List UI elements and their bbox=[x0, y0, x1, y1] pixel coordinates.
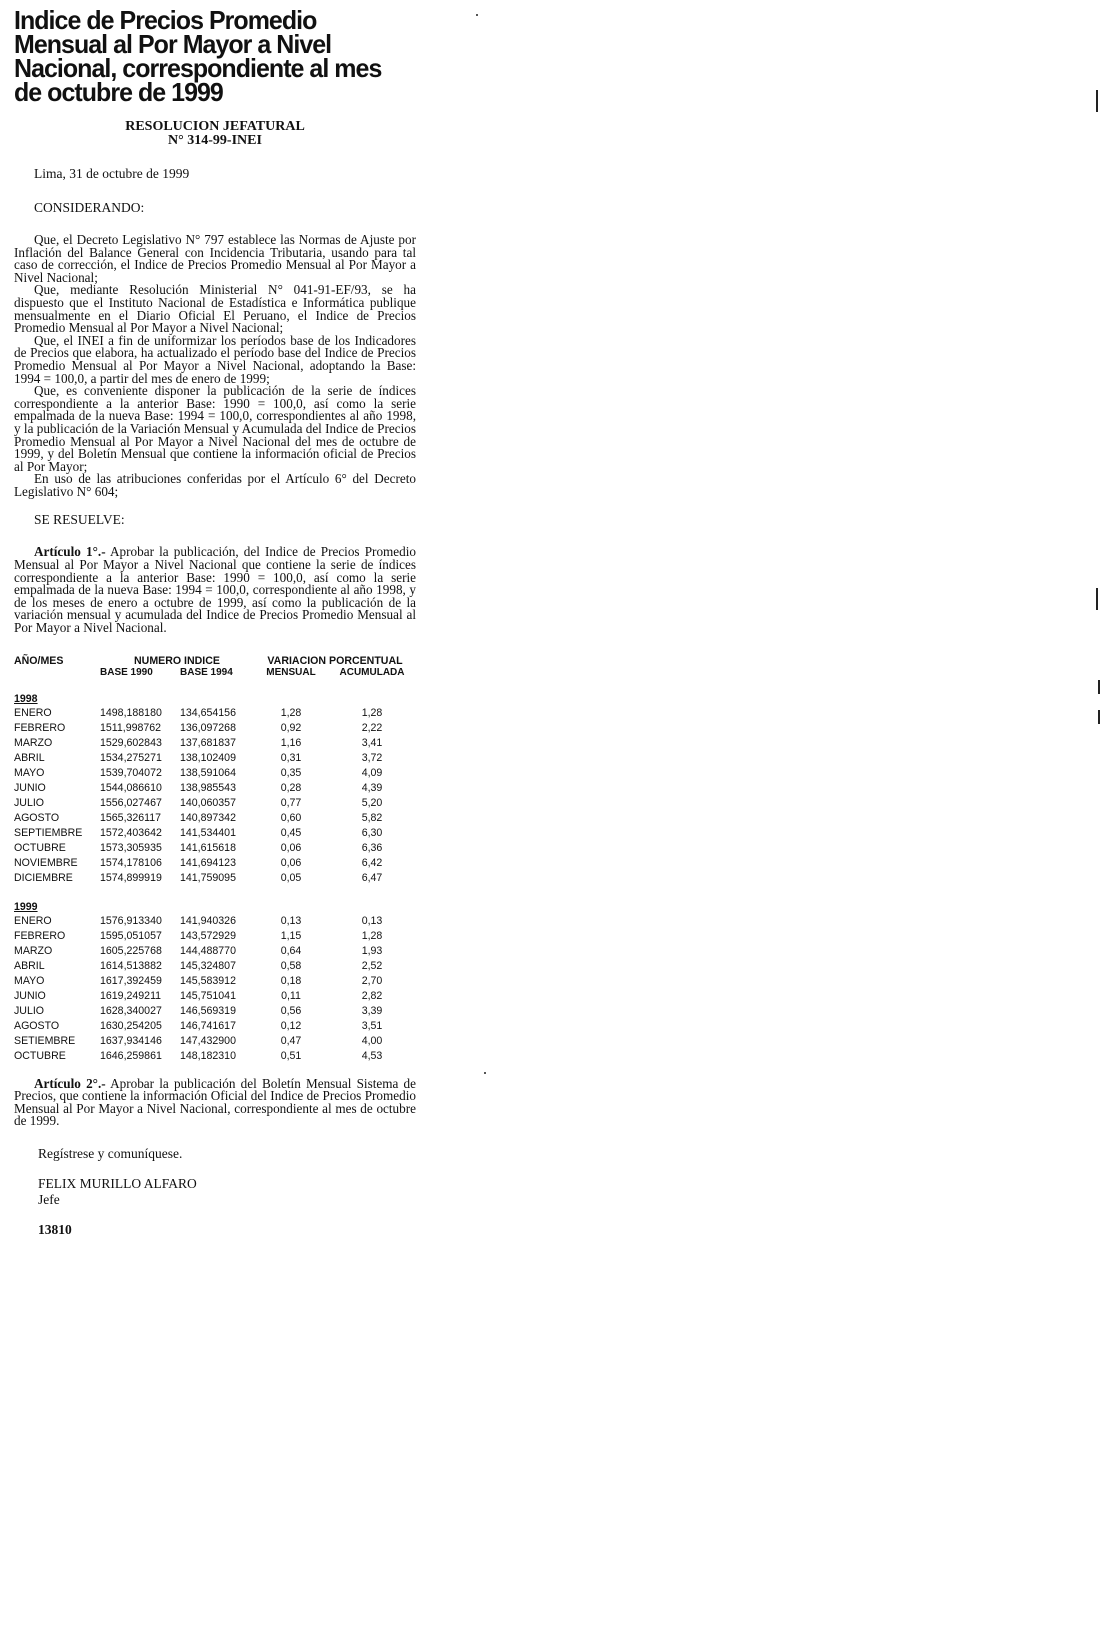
table-row bbox=[14, 706, 416, 721]
resolution-number: N° 314-99-INEI bbox=[168, 133, 262, 148]
monthly-variation-cell: 0,31 bbox=[280, 751, 302, 764]
index-base-1990-cell: 1595,051057 bbox=[100, 929, 162, 942]
table-body bbox=[14, 692, 416, 1064]
monthly-variation-cell: 1,28 bbox=[280, 706, 302, 719]
se-resuelve-heading: SE RESUELVE: bbox=[34, 512, 125, 528]
index-base-1994-cell: 134,654156 bbox=[180, 706, 236, 719]
month-cell: JUNIO bbox=[14, 781, 46, 794]
header-base-1990: BASE 1990 bbox=[100, 666, 153, 678]
index-base-1990-cell: 1617,392459 bbox=[100, 974, 162, 987]
cumulative-variation-cell: 5,82 bbox=[361, 811, 383, 824]
cumulative-variation-cell: 4,53 bbox=[361, 1049, 383, 1062]
index-base-1994-cell: 146,569319 bbox=[180, 1004, 236, 1017]
table-row bbox=[14, 944, 416, 959]
month-cell: ENERO bbox=[14, 706, 52, 719]
monthly-variation-cell: 1,15 bbox=[280, 929, 302, 942]
month-cell: JUNIO bbox=[14, 989, 46, 1002]
month-cell: AGOSTO bbox=[14, 1019, 60, 1032]
table-row bbox=[14, 959, 416, 974]
index-base-1990-cell: 1573,305935 bbox=[100, 841, 162, 854]
month-cell: ABRIL bbox=[14, 959, 45, 972]
table-row bbox=[14, 989, 416, 1004]
scan-dot bbox=[476, 14, 478, 16]
index-base-1990-cell: 1565,326117 bbox=[100, 811, 162, 824]
monthly-variation-cell: 0,45 bbox=[280, 826, 302, 839]
index-base-1994-cell: 140,897342 bbox=[180, 811, 236, 824]
monthly-variation-cell: 0,56 bbox=[280, 1004, 302, 1017]
table-header-sub bbox=[14, 667, 416, 678]
index-base-1994-cell: 141,694123 bbox=[180, 856, 236, 869]
index-base-1994-cell: 145,751041 bbox=[180, 989, 236, 1002]
cumulative-variation-cell: 3,41 bbox=[361, 736, 383, 749]
index-base-1990-cell: 1498,188180 bbox=[100, 706, 162, 719]
resolution-type: RESOLUCION JEFATURAL bbox=[125, 119, 305, 134]
month-cell: FEBRERO bbox=[14, 721, 66, 734]
scan-mark bbox=[1098, 710, 1100, 724]
resolution-header bbox=[14, 120, 416, 148]
index-base-1990-cell: 1628,340027 bbox=[100, 1004, 162, 1017]
considerando-heading: CONSIDERANDO: bbox=[34, 200, 145, 215]
scan-mark bbox=[1098, 680, 1100, 694]
cumulative-variation-cell: 1,28 bbox=[361, 706, 383, 719]
closing-line: Regístrese y comuníquese. bbox=[38, 1146, 183, 1161]
index-base-1990-cell: 1630,254205 bbox=[100, 1019, 162, 1032]
table-row bbox=[14, 736, 416, 751]
scan-mark bbox=[1096, 90, 1098, 112]
month-cell: OCTUBRE bbox=[14, 1049, 66, 1062]
index-base-1994-cell: 136,097268 bbox=[180, 721, 236, 734]
index-base-1994-cell: 138,985543 bbox=[180, 781, 236, 794]
cumulative-variation-cell: 2,52 bbox=[361, 959, 383, 972]
index-base-1990-cell: 1646,259861 bbox=[100, 1049, 162, 1062]
table-row bbox=[14, 766, 416, 781]
table-row bbox=[14, 1049, 416, 1064]
index-base-1994-cell: 141,534401 bbox=[180, 826, 236, 839]
article-title: Indice de Precios Promedio Mensual al Por Mayor a Nivel Nacional, correspondiente al mes de octubre de 1999 bbox=[14, 5, 382, 107]
index-base-1990-cell: 1574,899919 bbox=[100, 871, 162, 884]
paragraph-1: Que, el Decreto Legislativo N° 797 establece las Normas de Ajuste por Inflación del Balance General con Incidencia Tributaria, usando para tal caso de corrección, el Indice de Precios Promedio Mensual al Por Mayor a Nivel Nacional; bbox=[14, 232, 416, 285]
table-row bbox=[14, 1019, 416, 1034]
article-2 bbox=[14, 1075, 416, 1129]
month-cell: ABRIL bbox=[14, 751, 45, 764]
month-cell: DICIEMBRE bbox=[14, 871, 73, 884]
index-base-1994-cell: 143,572929 bbox=[180, 929, 236, 942]
paragraph-5: En uso de las atribuciones conferidas por el Artículo 6° del Decreto Legislativo N° 604; bbox=[14, 471, 416, 499]
index-base-1990-cell: 1637,934146 bbox=[100, 1034, 162, 1047]
month-cell: JULIO bbox=[14, 796, 45, 809]
monthly-variation-cell: 0,12 bbox=[280, 1019, 302, 1032]
monthly-variation-cell: 0,77 bbox=[280, 796, 302, 809]
cumulative-variation-cell: 2,70 bbox=[361, 974, 383, 987]
cumulative-variation-cell: 4,39 bbox=[361, 781, 383, 794]
monthly-variation-cell: 0,28 bbox=[280, 781, 302, 794]
table-row bbox=[14, 826, 416, 841]
cumulative-variation-cell: 3,39 bbox=[361, 1004, 383, 1017]
index-base-1990-cell: 1614,513882 bbox=[100, 959, 162, 972]
cumulative-variation-cell: 1,93 bbox=[361, 944, 383, 957]
cumulative-variation-cell: 1,28 bbox=[361, 929, 383, 942]
table-row bbox=[14, 841, 416, 856]
monthly-variation-cell: 1,16 bbox=[280, 736, 302, 749]
monthly-variation-cell: 0,47 bbox=[280, 1034, 302, 1047]
month-cell: FEBRERO bbox=[14, 929, 66, 942]
index-base-1994-cell: 141,759095 bbox=[180, 871, 236, 884]
signer-title: Jefe bbox=[38, 1192, 60, 1207]
monthly-variation-cell: 0,51 bbox=[280, 1049, 302, 1062]
index-base-1990-cell: 1574,178106 bbox=[100, 856, 162, 869]
index-base-1994-cell: 141,940326 bbox=[180, 914, 236, 927]
index-base-1990-cell: 1511,998762 bbox=[100, 721, 162, 734]
table-row bbox=[14, 929, 416, 944]
cumulative-variation-cell: 5,20 bbox=[361, 796, 383, 809]
index-base-1994-cell: 141,615618 bbox=[180, 841, 236, 854]
monthly-variation-cell: 0,11 bbox=[281, 989, 301, 1002]
year-label: 1998 bbox=[14, 692, 38, 705]
table-row bbox=[14, 796, 416, 811]
monthly-variation-cell: 0,60 bbox=[280, 811, 302, 824]
index-base-1990-cell: 1556,027467 bbox=[100, 796, 162, 809]
table-row bbox=[14, 974, 416, 989]
month-cell: SEPTIEMBRE bbox=[14, 826, 83, 839]
table-row bbox=[14, 1004, 416, 1019]
index-base-1994-cell: 145,324807 bbox=[180, 959, 236, 972]
month-cell: SETIEMBRE bbox=[14, 1034, 76, 1047]
index-base-1990-cell: 1529,602843 bbox=[100, 736, 162, 749]
month-cell: AGOSTO bbox=[14, 811, 60, 824]
month-cell: MARZO bbox=[14, 944, 53, 957]
article-2-text: Aprobar la publicación del Boletín Mensual Sistema de Precios, que contiene la información Oficial del Indice de Precios Promedio Mensual al Por Mayor a Nivel Nacional, correspondiente al mes de octubre de 1999. bbox=[14, 1075, 416, 1129]
signer-name: FELIX MURILLO ALFARO bbox=[38, 1176, 197, 1191]
cumulative-variation-cell: 0,13 bbox=[361, 914, 383, 927]
monthly-variation-cell: 0,13 bbox=[280, 914, 302, 927]
index-base-1994-cell: 147,432900 bbox=[180, 1034, 236, 1047]
monthly-variation-cell: 0,06 bbox=[280, 856, 302, 869]
cumulative-variation-cell: 4,00 bbox=[361, 1034, 383, 1047]
index-base-1990-cell: 1534,275271 bbox=[100, 751, 162, 764]
monthly-variation-cell: 0,18 bbox=[280, 974, 302, 987]
index-base-1990-cell: 1576,913340 bbox=[100, 914, 162, 927]
table-row bbox=[14, 856, 416, 871]
month-cell: MAYO bbox=[14, 974, 45, 987]
table-row bbox=[14, 781, 416, 796]
header-monthly: MENSUAL bbox=[266, 666, 316, 678]
article-1-text: Aprobar la publicación, del Indice de Precios Promedio Mensual al Por Mayor a Nivel Nacional que contiene la serie de índices correspondiente a la anterior Base: 1990 = 100,0, así como la serie empalmada de la nueva Base: 1994 = 100,0, correspondiente al año 1998, y de los meses de enero a octubre de 1999, así como la publicación de la variación mensual y acumulada del Indice de Precios Promedio Mensual al Por Mayor a Nivel Nacional. bbox=[14, 544, 416, 636]
monthly-variation-cell: 0,92 bbox=[280, 721, 302, 734]
monthly-variation-cell: 0,05 bbox=[280, 871, 302, 884]
cumulative-variation-cell: 6,42 bbox=[361, 856, 383, 869]
table-row bbox=[14, 721, 416, 736]
index-base-1990-cell: 1539,704072 bbox=[100, 766, 162, 779]
article-column bbox=[14, 5, 416, 1238]
header-variation: VARIACION PORCENTUAL bbox=[267, 654, 403, 667]
paragraph-3: Que, el INEI a fin de uniformizar los períodos base de los Indicadores de Precios que elabora, ha actualizado el período base del Indice de Precios Promedio Mensual al Por Mayor a Nivel Nacional, adoptando la Base: 1994 = 100,0, a partir del mes de enero de 1999; bbox=[14, 332, 416, 386]
month-cell: JULIO bbox=[14, 1004, 45, 1017]
document-number: 13810 bbox=[38, 1222, 72, 1237]
index-base-1994-cell: 138,102409 bbox=[180, 751, 236, 764]
table-row bbox=[14, 811, 416, 826]
paragraph-2: Que, mediante Resolución Ministerial N° 041-91-EF/93, se ha dispuesto que el Instituto Nacional de Estadística e Informática publique mensualmente en el Diario Oficial El Peruano, el Indice de Precios Promedio Mensual al Por Mayor a Nivel Nacional; bbox=[14, 282, 416, 336]
table-row bbox=[14, 871, 416, 886]
scan-mark bbox=[1096, 588, 1098, 610]
paragraph-4: Que, es conveniente disponer la publicación de la serie de índices correspondiente a la anterior Base: 1990 = 100,0, así como la serie empalmada de la nueva Base: 1994 = 100,0, correspondientes al año 1998, y la publicación de la Variación Mensual y Acumulada del Indice de Precios Promedio Mensual al Por Mayor a Nivel Nacional del mes de octubre de 1999, y del Boletín Mensual que contiene la información oficial de Precios al Por Mayor; bbox=[14, 383, 416, 474]
year-label: 1999 bbox=[14, 900, 38, 913]
month-cell: NOVIEMBRE bbox=[14, 856, 78, 869]
month-cell: ENERO bbox=[14, 914, 52, 927]
index-base-1990-cell: 1572,403642 bbox=[100, 826, 162, 839]
table-row bbox=[14, 751, 416, 766]
table-row bbox=[14, 1034, 416, 1049]
monthly-variation-cell: 0,58 bbox=[280, 959, 302, 972]
index-base-1990-cell: 1605,225768 bbox=[100, 944, 162, 957]
monthly-variation-cell: 0,06 bbox=[280, 841, 302, 854]
index-base-1990-cell: 1619,249211 bbox=[100, 989, 162, 1002]
article-1 bbox=[14, 546, 416, 634]
index-base-1994-cell: 137,681837 bbox=[180, 736, 236, 749]
index-base-1994-cell: 148,182310 bbox=[180, 1049, 236, 1062]
cumulative-variation-cell: 2,82 bbox=[361, 989, 383, 1002]
scan-dot bbox=[484, 1072, 486, 1074]
cumulative-variation-cell: 6,30 bbox=[361, 826, 383, 839]
index-base-1994-cell: 146,741617 bbox=[180, 1019, 236, 1032]
cumulative-variation-cell: 3,51 bbox=[361, 1019, 383, 1032]
month-cell: MARZO bbox=[14, 736, 53, 749]
cumulative-variation-cell: 3,72 bbox=[361, 751, 383, 764]
index-base-1994-cell: 144,488770 bbox=[180, 944, 236, 957]
index-base-1994-cell: 140,060357 bbox=[180, 796, 236, 809]
index-table bbox=[14, 655, 416, 1064]
article-1-label: Artículo 1°.- bbox=[34, 544, 106, 560]
index-base-1994-cell: 138,591064 bbox=[180, 766, 236, 779]
cumulative-variation-cell: 6,47 bbox=[361, 871, 383, 884]
month-cell: OCTUBRE bbox=[14, 841, 66, 854]
header-year-month: AÑO/MES bbox=[14, 654, 64, 667]
month-cell: MAYO bbox=[14, 766, 45, 779]
monthly-variation-cell: 0,35 bbox=[280, 766, 302, 779]
cumulative-variation-cell: 2,22 bbox=[361, 721, 383, 734]
index-base-1994-cell: 145,583912 bbox=[180, 974, 236, 987]
article-2-label: Artículo 2°.- bbox=[34, 1075, 106, 1091]
table-row bbox=[14, 914, 416, 929]
header-index-number: NUMERO INDICE bbox=[134, 654, 220, 667]
cumulative-variation-cell: 6,36 bbox=[361, 841, 383, 854]
header-base-1994: BASE 1994 bbox=[180, 666, 233, 678]
table-header-top bbox=[14, 655, 416, 667]
cumulative-variation-cell: 4,09 bbox=[361, 766, 383, 779]
date-line: Lima, 31 de octubre de 1999 bbox=[34, 166, 190, 181]
monthly-variation-cell: 0,64 bbox=[280, 944, 302, 957]
index-base-1990-cell: 1544,086610 bbox=[100, 781, 162, 794]
header-cumulative: ACUMULADA bbox=[339, 666, 405, 678]
